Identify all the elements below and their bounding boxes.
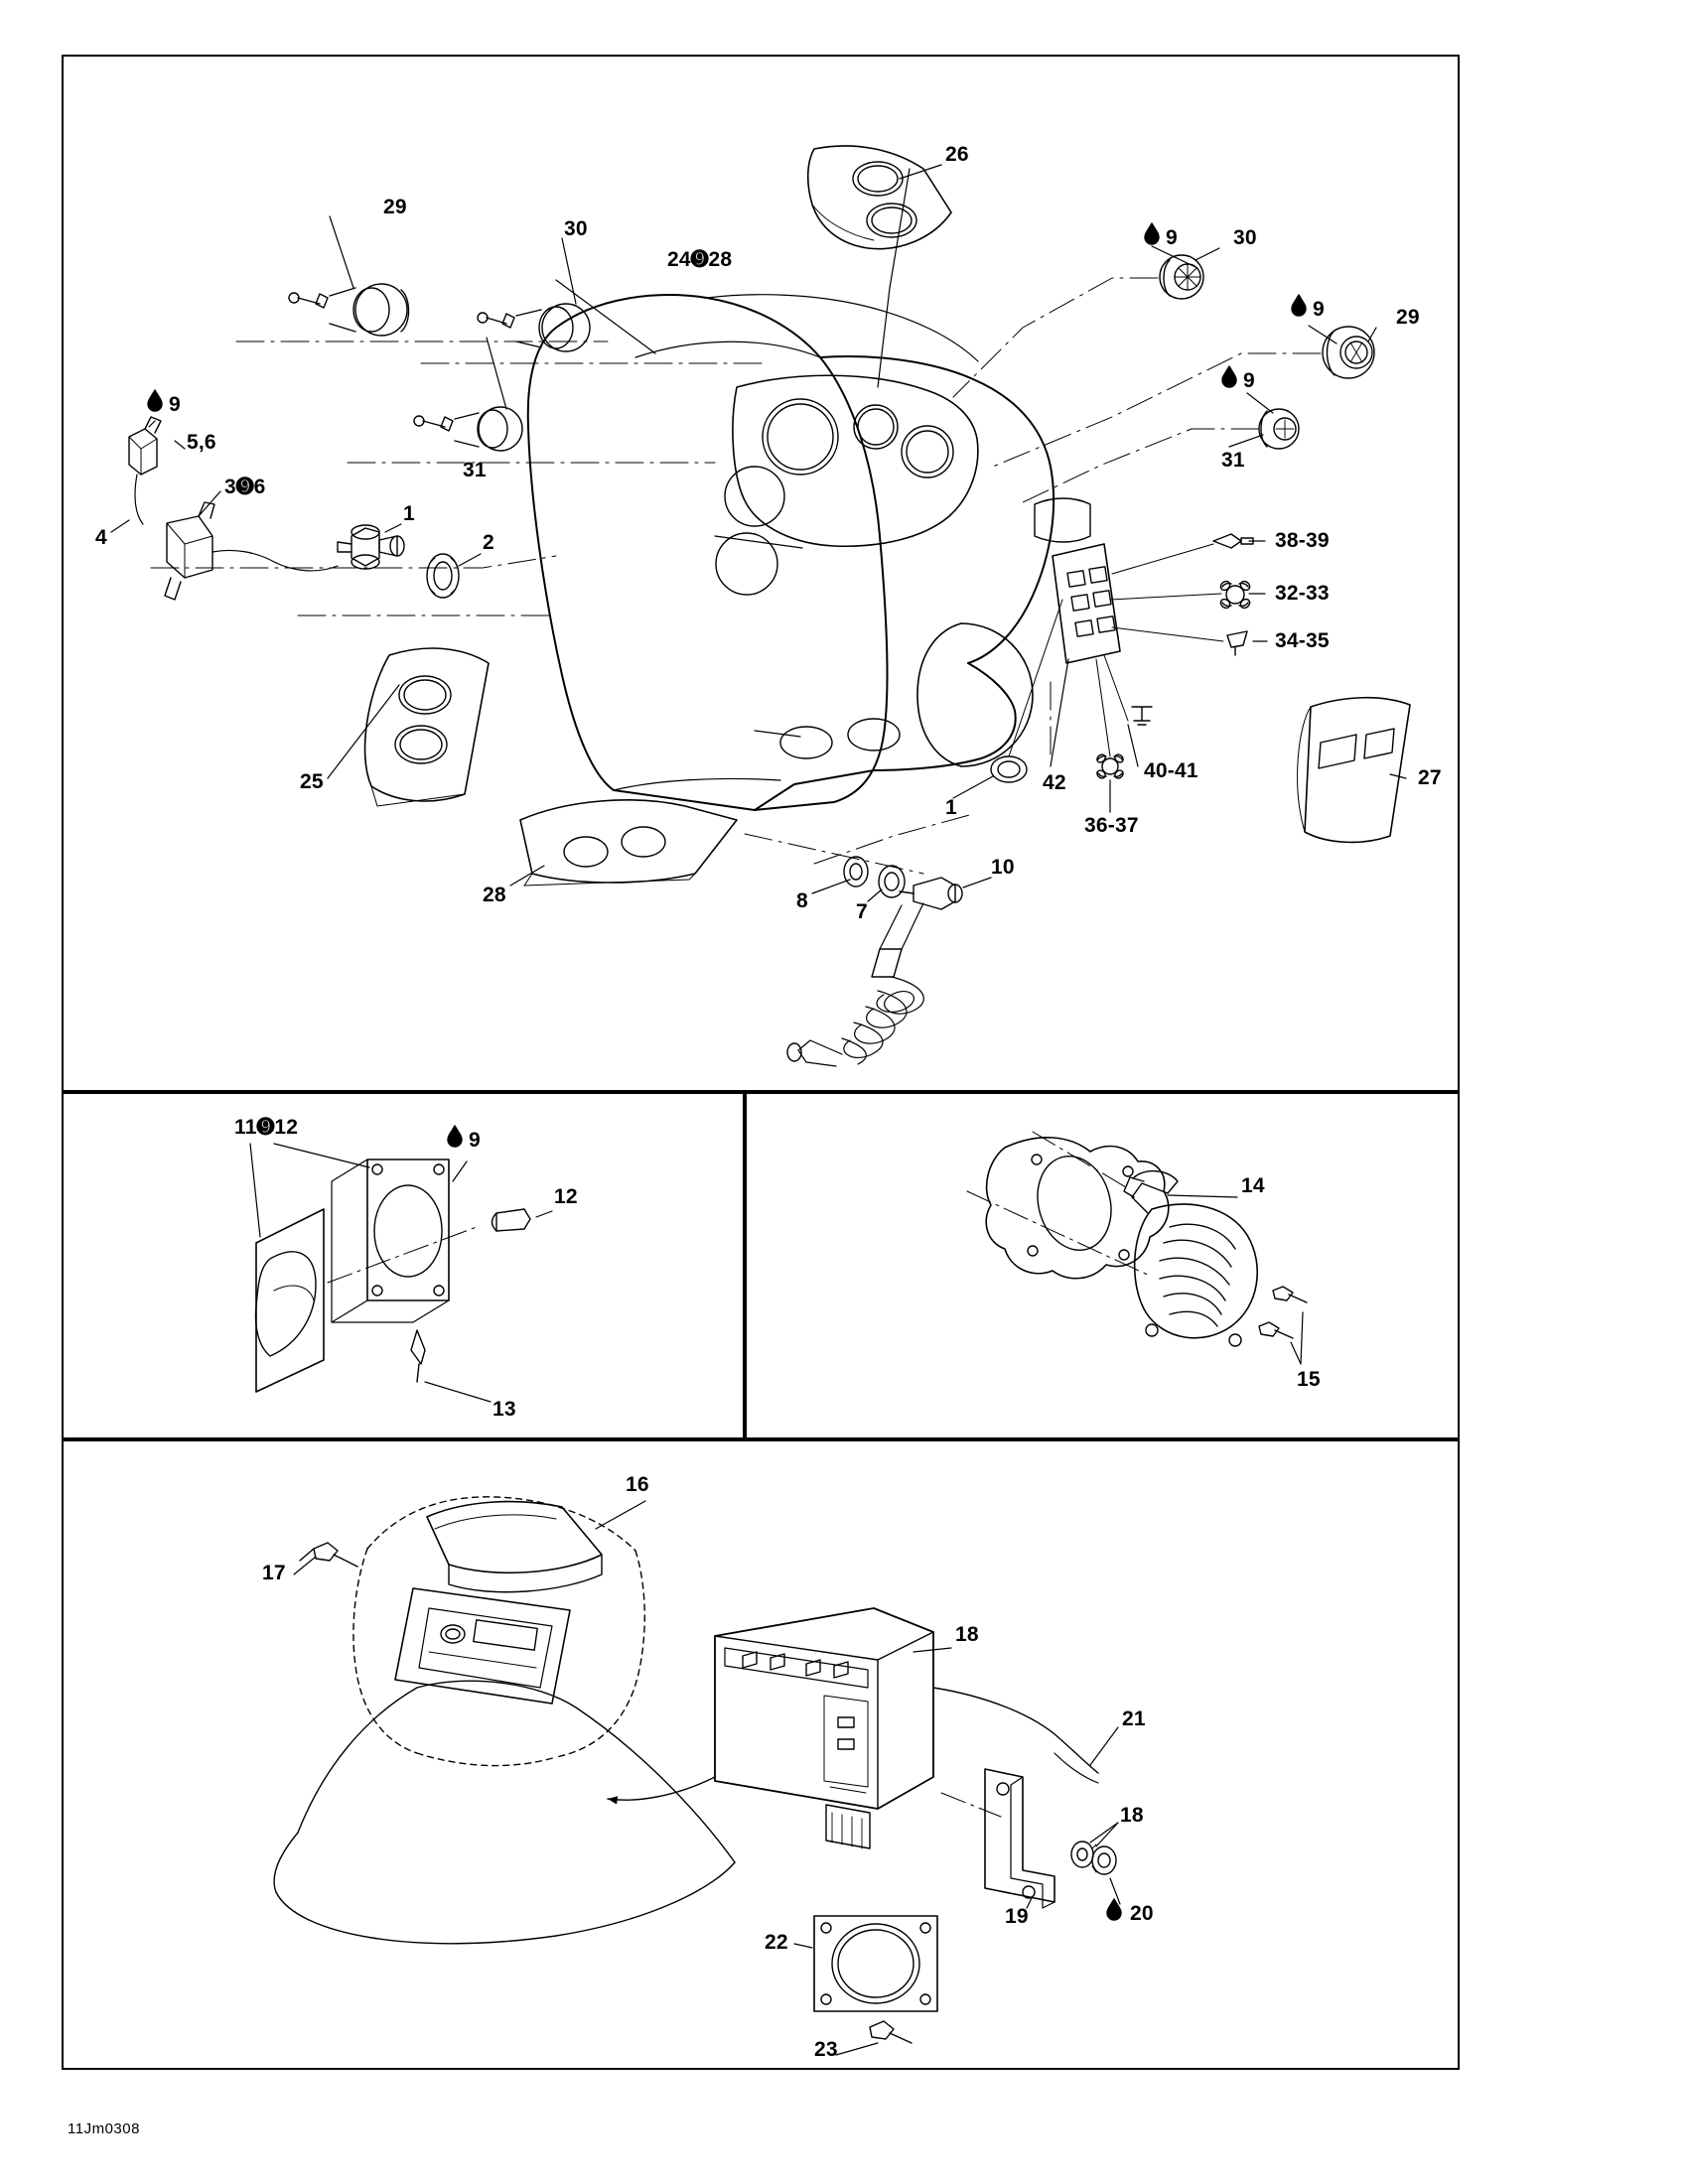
callout-18-b: 18 xyxy=(1120,1804,1144,1827)
callout-26: 26 xyxy=(945,143,969,166)
callout-9-c: 9 xyxy=(1243,369,1255,392)
callout-31-a: 31 xyxy=(463,459,487,481)
callout-3-6: 3➒6 xyxy=(224,476,266,498)
callout-29-b: 29 xyxy=(1396,306,1420,329)
callout-32-33: 32-33 xyxy=(1275,582,1330,605)
callout-42: 42 xyxy=(1043,771,1066,794)
callout-31-b: 31 xyxy=(1221,449,1245,472)
callout-14: 14 xyxy=(1241,1174,1265,1197)
callout-9-a: 9 xyxy=(1166,226,1178,249)
callout-36-37: 36-37 xyxy=(1084,814,1139,837)
callout-1-a: 1 xyxy=(403,502,415,525)
callout-9-e: 9 xyxy=(469,1129,481,1152)
callout-34-35: 34-35 xyxy=(1275,629,1330,652)
callout-38-39: 38-39 xyxy=(1275,529,1330,552)
callout-11-12: 11➒12 xyxy=(234,1116,299,1139)
callout-30-b: 30 xyxy=(1233,226,1257,249)
panel-main-assembly xyxy=(62,55,1460,1092)
callout-28: 28 xyxy=(483,884,506,906)
callout-13: 13 xyxy=(492,1398,516,1421)
callout-9-d: 9 xyxy=(169,393,181,416)
callout-8: 8 xyxy=(796,889,808,912)
callout-29-a: 29 xyxy=(383,196,407,218)
drawing-code: 11Jm0308 xyxy=(68,2120,140,2137)
callout-7: 7 xyxy=(856,900,868,923)
callout-24-28: 24➒28 xyxy=(667,248,733,271)
callout-30-a: 30 xyxy=(564,217,588,240)
callout-9-b: 9 xyxy=(1313,298,1325,321)
callout-17: 17 xyxy=(262,1562,286,1584)
callout-21: 21 xyxy=(1122,1707,1146,1730)
callout-12: 12 xyxy=(554,1185,578,1208)
callout-10: 10 xyxy=(991,856,1015,879)
callout-16: 16 xyxy=(626,1473,649,1496)
callout-27: 27 xyxy=(1418,766,1442,789)
callout-5-6: 5,6 xyxy=(187,431,216,454)
panel-speaker-grille xyxy=(62,1092,745,1439)
callout-4: 4 xyxy=(95,526,107,549)
callout-18-a: 18 xyxy=(955,1623,979,1646)
callout-22: 22 xyxy=(765,1931,788,1954)
callout-25: 25 xyxy=(300,770,324,793)
panel-radio xyxy=(62,1439,1460,2070)
panel-horn xyxy=(745,1092,1460,1439)
callout-20: 20 xyxy=(1130,1902,1154,1925)
callout-2: 2 xyxy=(483,531,494,554)
callout-19: 19 xyxy=(1005,1905,1029,1928)
callout-23: 23 xyxy=(814,2038,838,2061)
callout-1-b: 1 xyxy=(945,796,957,819)
callout-40-41: 40-41 xyxy=(1144,759,1198,782)
callout-15: 15 xyxy=(1297,1368,1321,1391)
